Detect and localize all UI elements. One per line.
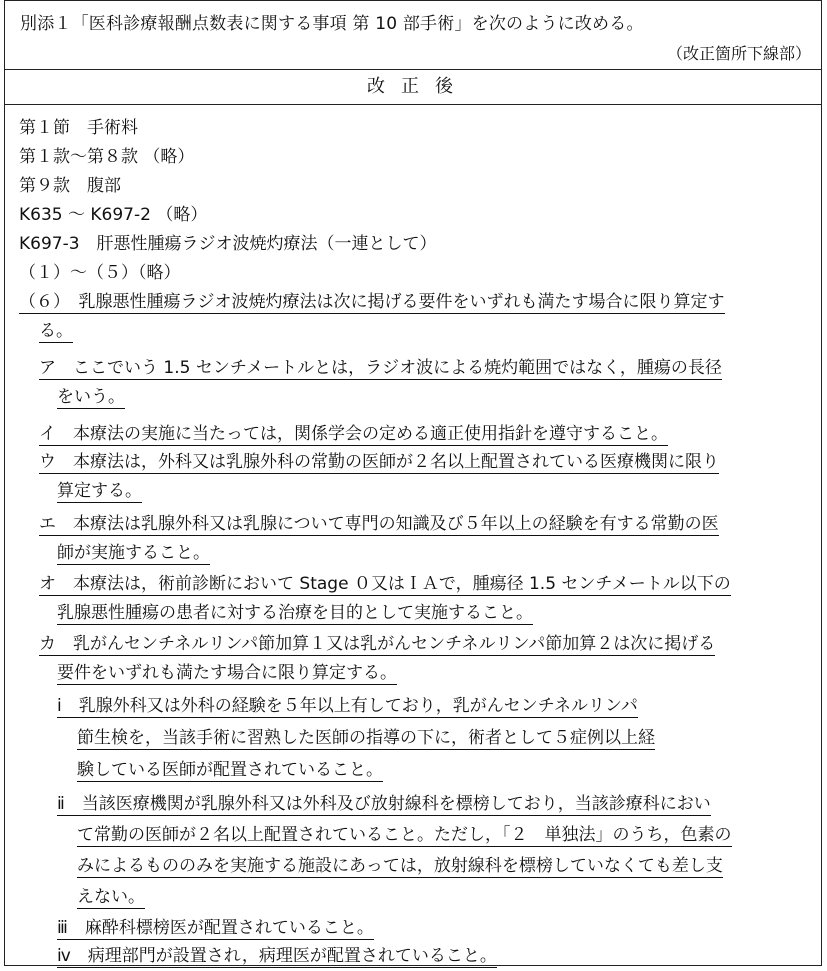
document-title: 別添１「医科診療報酬点数表に関する事項 第 10 部手術」を次のように改める。: [20, 14, 644, 34]
text-line: K697-3 肝悪性腫瘍ラジオ波焼灼療法（一連として）: [19, 234, 437, 254]
underlined-line: みによるもののみを実施する施設にあっては，放射線科を標榜していなくても差し支: [77, 856, 723, 876]
underlined-line: 乳腺悪性腫瘍の患者に対する治療を目的として実施すること。: [57, 603, 533, 623]
underlined-line: ⅲ 麻酔科標榜医が配置されていること。: [57, 918, 374, 938]
underlined-line: えない。: [77, 887, 145, 907]
section-title: 改正後: [5, 70, 821, 105]
underlined-line: カ 乳がんセンチネルリンパ節加算１又は乳がんセンチネルリンパ節加算２は次に掲げる: [39, 634, 716, 654]
underlined-line: て常勤の医師が２名以上配置されていること。ただし，「２ 単独法」のうち，色素の: [77, 825, 732, 845]
revision-note: （改正箇所下線部）: [666, 44, 811, 63]
text-line: 第１節 手術料: [19, 118, 138, 138]
text-line: K635 ～ K697-2 （略）: [19, 205, 208, 225]
underlined-line: ウ 本療法は，外科又は乳腺外科の常勤の医師が２名以上配置されている医療機関に限り: [39, 452, 719, 472]
underlined-line: 要件をいずれも満たす場合に限り算定する。: [57, 663, 397, 683]
underlined-line: をいう。: [57, 387, 125, 407]
text-line: （１）～（５）（略）: [19, 263, 181, 283]
text-line: 第１款～第８款 （略）: [19, 147, 195, 167]
text-line: 第９款 腹部: [19, 176, 121, 196]
underlined-line: （６） 乳腺悪性腫瘍ラジオ波焼灼療法は次に掲げる要件をいずれも満たす場合に限り算定す: [19, 292, 725, 312]
underlined-line: ⅰ 乳腺外科又は外科の経験を５年以上有しており，乳がんセンチネルリンパ: [57, 696, 638, 716]
document-header: [5, 1, 821, 70]
underlined-line: 験している医師が配置されていること。: [77, 760, 383, 780]
underlined-line: 算定する。: [57, 481, 142, 501]
underlined-line: エ 本療法は乳腺外科又は乳腺について専門の知識及び５年以上の経験を有する常勤の医: [39, 514, 719, 534]
underlined-line: ⅱ 当該医療機関が乳腺外科又は外科及び放射線科を標榜しており，当該診療科におい: [57, 794, 711, 814]
underlined-line: イ 本療法の実施に当たっては，関係学会の定める適正使用指針を遵守すること。: [39, 424, 668, 444]
underlined-line: ア ここでいう 1.5 センチメートルとは，ラジオ波による焼灼範囲ではなく，腫瘍の長径: [39, 358, 722, 378]
underlined-line: オ 本療法は，術前診断において Stage ０又はＩＡで，腫瘍径 1.5 センチメートル以下の: [39, 574, 731, 594]
underlined-line: 節生検を，当該手術に習熟した医師の指導の下に，術者として５症例以上経: [77, 728, 655, 748]
underlined-line: 師が実施すること。: [57, 543, 210, 563]
underlined-line: ⅳ 病理部門が設置され，病理医が配置されていること。: [57, 946, 497, 966]
underlined-line: る。: [39, 321, 73, 341]
revision-document: [4, 0, 822, 966]
